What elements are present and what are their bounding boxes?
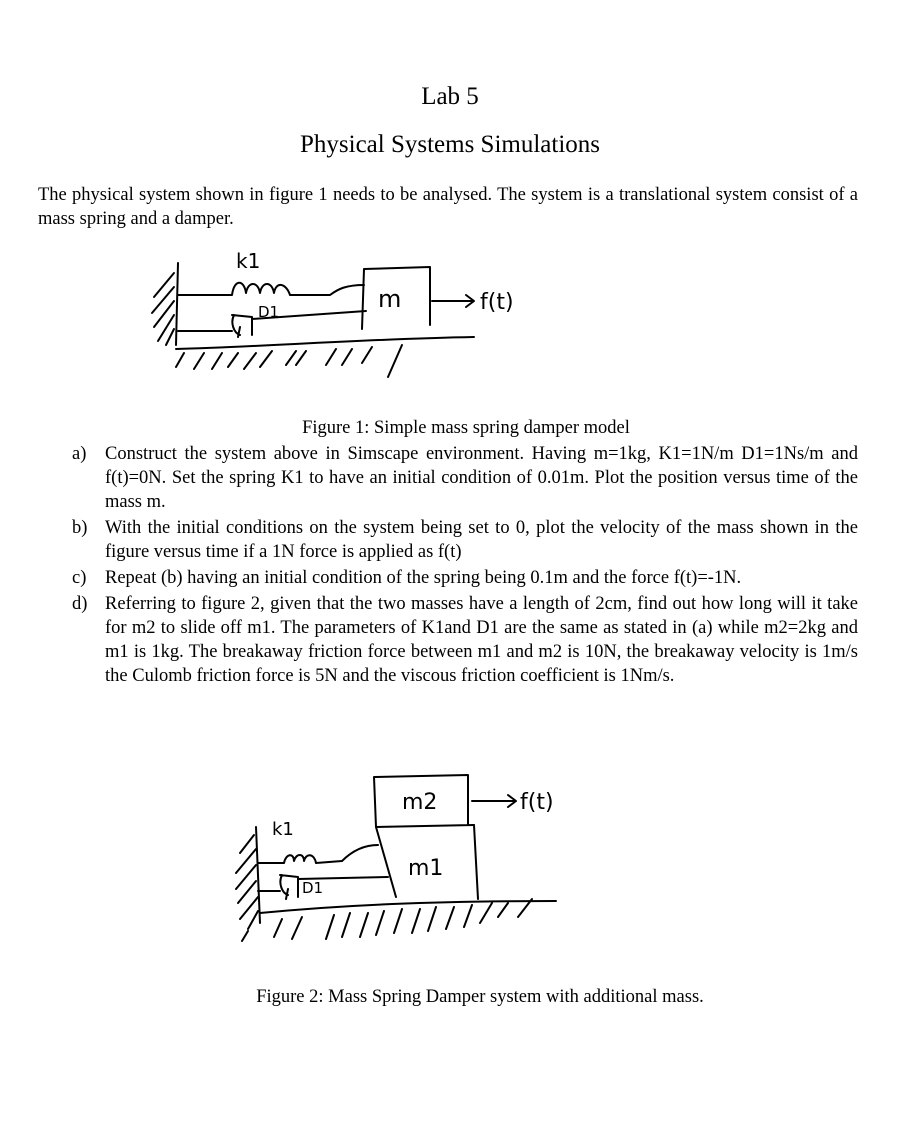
intro-paragraph: The physical system shown in figure 1 needs to be analysed. The system is a translational system consist of a mass spring and a damper. [38, 185, 858, 229]
force-label: f(t) [520, 790, 554, 815]
task-item-a [72, 442, 858, 514]
spring [178, 283, 364, 295]
task-marker: b) [72, 518, 88, 538]
damper-label: D1 [302, 879, 324, 897]
wall-hatching [236, 835, 258, 929]
figure-2-diagram [222, 765, 622, 945]
task-text: Construct the system above in Simscape environment. Having m=1kg, K1=1N/m D1=1Ns/m and f(t)=0N. Set the spring K1 to have an initial condition of 0.01m. Plot the position versus time of the mass m. [105, 444, 858, 512]
task-item-b [72, 516, 858, 564]
task-text: With the initial conditions on the system being set to 0, plot the velocity of the mass shown in the figure versus time if a 1N force is applied as f(t) [105, 518, 858, 562]
ground-hatching [176, 345, 402, 377]
task-marker: d) [72, 594, 88, 614]
ground [176, 337, 474, 349]
ground [260, 901, 556, 913]
spring-label: k1 [272, 819, 294, 840]
mass-label: m [378, 285, 402, 313]
task-text: Referring to figure 2, given that the two masses have a length of 2cm, find out how long will it take for m2 to slide off m1. The parameters of K1and D1 are the same as stated in (a) while m2=2kg and m1 is 1kg. The breakaway friction force between m1 and m2 is 10N, the breakaway velocity is 1m/s the Culomb friction force is 5N and the viscous friction coefficient is 1Nm/s. [105, 594, 858, 686]
force-arrow [432, 295, 474, 307]
force-label: f(t) [480, 290, 514, 315]
damper-label: D1 [258, 303, 280, 321]
lab-subtitle: Physical Systems Simulations [299, 131, 601, 158]
wall-hatching [152, 273, 174, 345]
wall [176, 263, 178, 345]
task-marker: a) [72, 444, 87, 464]
mass-bottom-label: m1 [408, 856, 444, 881]
task-text: Repeat (b) having an initial condition of the spring being 0.1m and the force f(t)=-1N. [105, 568, 742, 588]
figure-1-diagram [140, 245, 580, 385]
wall [256, 827, 260, 923]
lab-title: Lab 5 [421, 83, 479, 110]
mass-top-label: m2 [402, 790, 438, 815]
task-item-d [72, 592, 858, 688]
task-item-c [72, 566, 858, 590]
figure-2-caption: Figure 2: Mass Spring Damper system with additional mass. [256, 987, 704, 1007]
task-marker: c) [72, 568, 87, 588]
task-list [72, 442, 858, 690]
force-arrow [472, 795, 516, 807]
figure-1-caption: Figure 1: Simple mass spring damper model [302, 418, 630, 438]
spring-label: k1 [236, 249, 261, 273]
spring [258, 845, 378, 863]
